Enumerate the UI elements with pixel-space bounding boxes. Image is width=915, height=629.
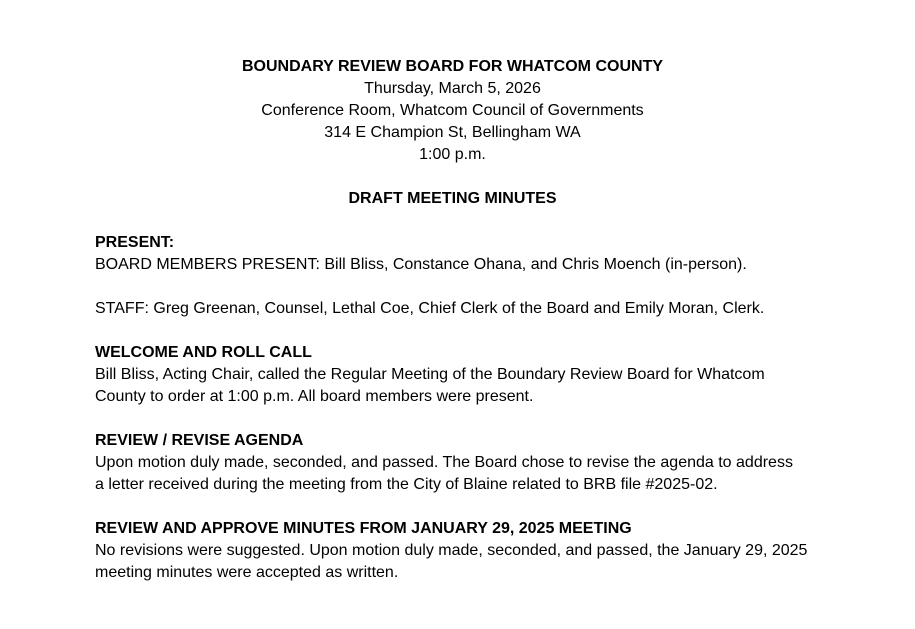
document-title: DRAFT MEETING MINUTES	[348, 190, 557, 207]
spacer	[95, 276, 815, 298]
board-members-present: BOARD MEMBERS PRESENT: Bill Bliss, Constance Ohana, and Chris Moench (in-person).	[95, 256, 747, 273]
meeting-date: Thursday, March 5, 2026	[364, 80, 541, 97]
section-paragraph: Bill Bliss, Acting Chair, called the Regular Meeting of the Boundary Review Board for Whatcom County to order at 1:00 p.m. All board members were present.	[95, 366, 765, 405]
spacer	[95, 166, 815, 188]
staff-present: STAFF: Greg Greenan, Counsel, Lethal Coe, Chief Clerk of the Board and Emily Moran, Clerk.	[95, 300, 765, 317]
meeting-address: 314 E Champion St, Bellingham WA	[324, 124, 581, 141]
section-present	[95, 232, 815, 320]
board-title: BOUNDARY REVIEW BOARD FOR WHATCOM COUNTY	[241, 58, 664, 75]
section-heading: REVIEW AND APPROVE MINUTES FROM JANUARY 29, 2025 MEETING	[95, 520, 632, 537]
spacer	[95, 408, 815, 430]
section-welcome-roll-call	[95, 342, 815, 408]
meeting-time: 1:00 p.m.	[419, 146, 486, 163]
section-paragraph: No revisions were suggested. Upon motion duly made, seconded, and passed, the January 29, 2025 meeting minutes were accepted as written.	[95, 542, 808, 581]
spacer	[95, 210, 815, 232]
section-heading: REVIEW / REVISE AGENDA	[95, 432, 304, 449]
meeting-location: Conference Room, Whatcom Council of Governments	[261, 102, 644, 119]
section-heading: PRESENT:	[95, 234, 175, 251]
document-page	[95, 56, 815, 584]
section-approve-minutes	[95, 518, 815, 584]
section-heading: WELCOME AND ROLL CALL	[95, 344, 312, 361]
spacer	[95, 320, 815, 342]
section-review-agenda	[95, 430, 815, 496]
section-paragraph: Upon motion duly made, seconded, and passed. The Board chose to revise the agenda to address a letter received during the meeting from the City of Blaine related to BRB file #2025-02.	[95, 454, 793, 493]
spacer	[95, 496, 815, 518]
